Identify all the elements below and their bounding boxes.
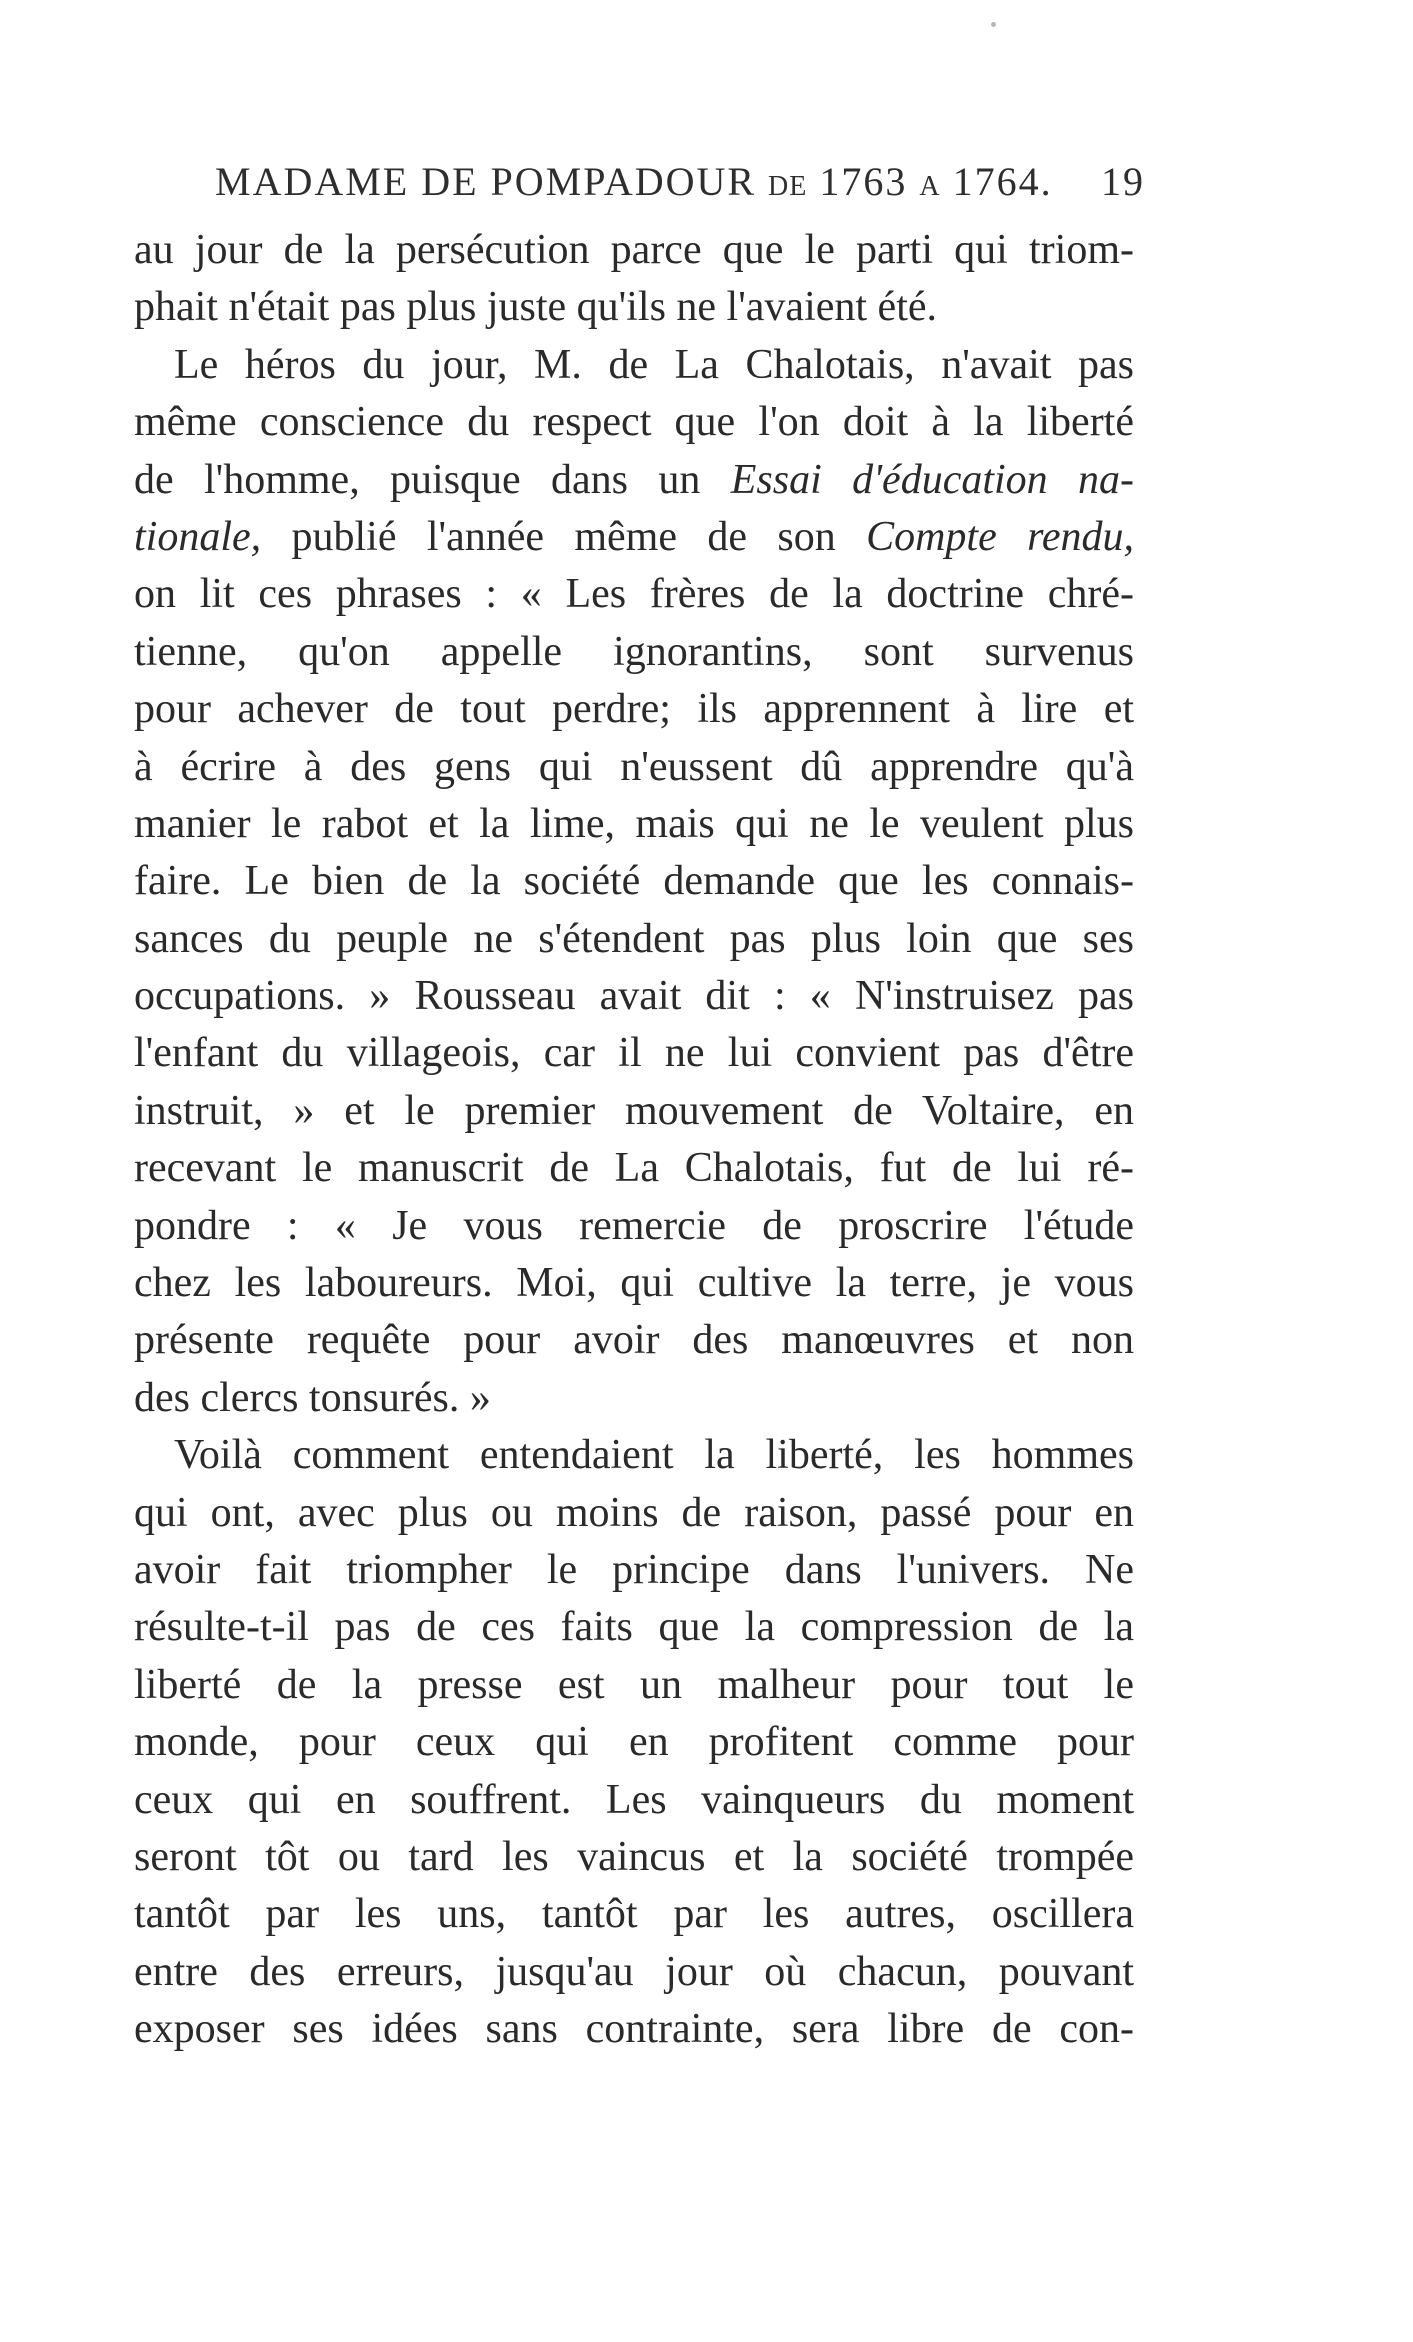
text-line: présente requête pour avoir des manœuvres et non [134,1317,1134,1364]
text-line: qui ont, avec plus ou moins de raison, passé pour en [134,1489,1134,1536]
text-line: tienne, qu'on appelle ignorantins, sont survenus [134,628,1134,675]
text-line: pondre : « Je vous remercie de proscrire l'étude [134,1202,1134,1249]
italic-title: tionale, [134,513,262,560]
text-line: des clercs tonsurés. » [134,1374,491,1421]
text-line: résulte-t-il pas de ces faits que la compression de la [134,1604,1134,1651]
running-head [215,152,1145,212]
text-line: liberté de la presse est un malheur pour tout le [134,1661,1134,1708]
text-line: recevant le manuscrit de La Chalotais, fut de lui ré- [134,1145,1134,1192]
text-line: l'enfant du villageois, car il ne lui convient pas d'être [134,1030,1134,1077]
text-line: chez les laboureurs. Moi, qui cultive la terre, je vous [134,1260,1134,1307]
text-line: occupations. » Rousseau avait dit : « N'instruisez pas [134,973,1134,1020]
italic-title: Compte rendu, [866,513,1135,560]
text-line: Voilà comment entendaient la liberté, les hommes [174,1432,1134,1479]
text-line: entre des erreurs, jusqu'au jour où chacun, pouvant [134,1948,1134,1995]
text-line: instruit, » et le premier mouvement de Voltaire, en [134,1087,1134,1134]
text-line: à écrire à des gens qui n'eussent dû apprendre qu'à [134,743,1134,790]
text-line: même conscience du respect que l'on doit à la liberté [134,399,1134,446]
text-line: on lit ces phrases : « Les frères de la doctrine chré- [134,571,1134,618]
paper-speck [991,22,996,27]
text-line: ceux qui en souffrent. Les vainqueurs du moment [134,1776,1134,1823]
text-line: manier le rabot et la lime, mais qui ne le veulent plus [134,800,1134,847]
text-line: tionale, publié l'année même de son Compte rendu, [134,513,1135,560]
text-line: tantôt par les uns, tantôt par les autres, oscillera [134,1891,1134,1938]
text-line: monde, pour ceux qui en profitent comme pour [134,1719,1134,1766]
text-line: pour achever de tout perdre; ils apprennent à lire et [134,686,1134,733]
body-text [134,222,1134,2059]
text-line: seront tôt ou tard les vaincus et la société trompée [134,1833,1134,1880]
page-number: 19 [1101,159,1145,204]
text-line: avoir fait triompher le principe dans l'univers. Ne [134,1546,1134,1593]
running-head-title: MADAME DE POMPADOUR DE 1763 A 1764. [215,159,1053,204]
text-line: exposer ses idées sans contrainte, sera libre de con- [134,2006,1134,2053]
text-line: faire. Le bien de la société demande que les connais- [134,858,1134,905]
italic-title: Essai d'éducation na- [730,456,1135,503]
text-line: Le héros du jour, M. de La Chalotais, n'avait pas [174,341,1134,388]
text-line: phait n'était pas plus juste qu'ils ne l'avaient été. [134,284,938,331]
text-line: au jour de la persécution parce que le parti qui triom- [134,227,1134,273]
text-line: sances du peuple ne s'étendent pas plus loin que ses [134,915,1134,962]
text-line: de l'homme, puisque dans un Essai d'éducation na- [134,456,1135,503]
